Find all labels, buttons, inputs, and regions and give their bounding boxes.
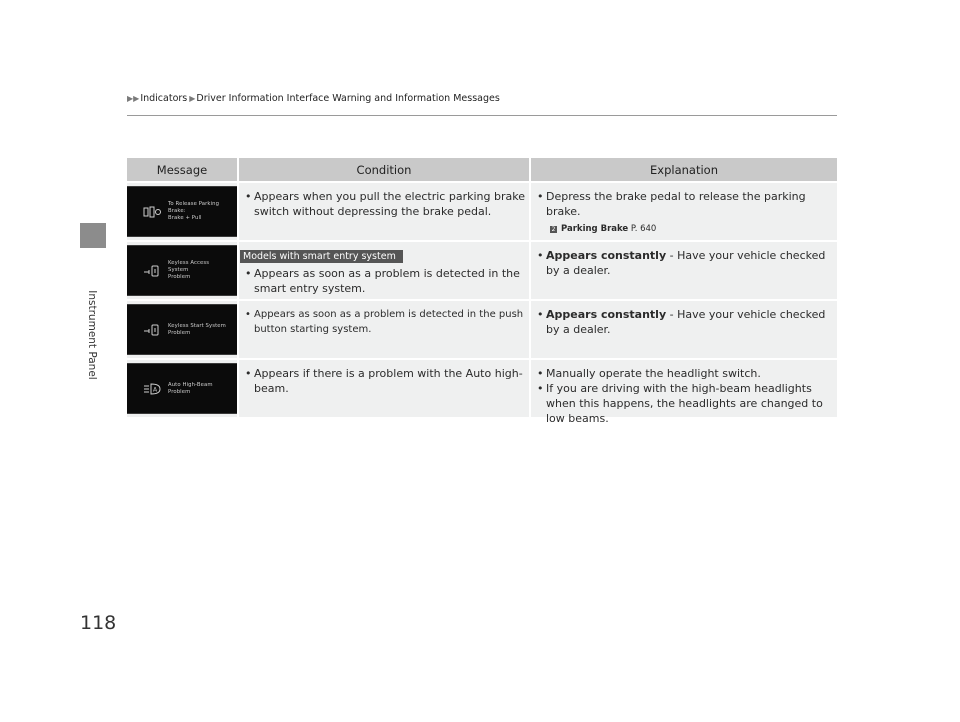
explanation-text: Depress the brake pedal to release the parking brake. <box>546 190 806 218</box>
condition-cell <box>237 301 529 358</box>
table-row <box>127 183 837 240</box>
key-fob-icon <box>143 323 161 337</box>
reference-page[interactable]: P. 640 <box>630 224 657 234</box>
display-text <box>168 260 231 281</box>
condition-text: Appears as soon as a problem is detected in the push button starting system. <box>254 309 524 335</box>
section-label: Instrument Panel <box>86 290 98 380</box>
list-item <box>245 366 525 396</box>
column-header-explanation: Explanation <box>529 158 837 181</box>
reference-label[interactable]: Parking Brake <box>561 224 629 234</box>
key-fob-icon <box>143 264 161 278</box>
message-cell <box>127 360 237 417</box>
messages-table <box>127 158 837 425</box>
svg-text:A: A <box>153 386 158 393</box>
condition-text: Appears when you pull the electric parking brake switch without depressing the brake pedal. <box>254 190 525 218</box>
display-line-1: Keyless Access System <box>168 260 210 273</box>
header-divider <box>127 115 837 116</box>
bullet-icon: • <box>537 382 544 395</box>
display-text <box>168 382 231 396</box>
breadcrumb-item-indicators[interactable]: Indicators <box>140 93 188 104</box>
explanation-cell <box>529 301 837 358</box>
bullet-icon: • <box>537 190 544 203</box>
cross-reference[interactable] <box>550 222 833 237</box>
breadcrumb-arrow-icon: ▶▶ <box>127 94 140 103</box>
condition-cell <box>237 242 529 299</box>
display-screen <box>127 363 237 414</box>
display-line-2: Brake + Pull <box>168 215 202 221</box>
list-item <box>245 266 525 296</box>
list-item <box>537 381 833 426</box>
display-line-1: Auto High-Beam Problem <box>168 381 213 395</box>
emphasis-text: Appears constantly <box>546 249 667 262</box>
table-row <box>127 242 837 299</box>
explanation-cell <box>529 242 837 299</box>
explanation-text <box>546 248 833 278</box>
list-item <box>537 307 833 337</box>
breadcrumb-arrow-icon: ▶ <box>189 94 196 103</box>
display-text <box>168 323 226 337</box>
display-line-2: Problem <box>168 329 191 336</box>
page-number: 118 <box>80 612 117 634</box>
list-item <box>537 248 833 278</box>
bullet-icon: • <box>245 367 252 380</box>
condition-cell <box>237 183 529 240</box>
explanation-cell <box>529 183 837 240</box>
display-text <box>168 201 231 222</box>
auto-high-beam-icon <box>143 382 161 396</box>
message-cell <box>127 242 237 299</box>
emphasis-text: Appears constantly <box>546 308 667 321</box>
display-line-1: To Release Parking Brake: <box>168 201 220 214</box>
explanation-cell <box>529 360 837 425</box>
explanation-text: If you are driving with the high-beam headlights when this happens, the headlights are changed to low beams. <box>546 382 823 425</box>
list-item <box>537 189 833 219</box>
bullet-icon: • <box>245 267 252 280</box>
bullet-icon: • <box>537 249 544 262</box>
message-cell <box>127 183 237 240</box>
parking-brake-icon <box>143 205 161 219</box>
bullet-icon: • <box>537 308 544 321</box>
bullet-icon: • <box>245 190 252 203</box>
table-row <box>127 301 837 358</box>
display-line-1: Keyless Start System <box>168 322 226 329</box>
condition-text: Appears as soon as a problem is detected in the smart entry system. <box>254 267 520 295</box>
list-item <box>245 189 525 219</box>
explanation-text: Manually operate the headlight switch. <box>546 367 761 380</box>
display-screen <box>127 186 237 237</box>
condition-text: Appears if there is a problem with the Auto high-beam. <box>254 367 523 395</box>
display-screen <box>127 304 237 355</box>
display-line-2: Problem <box>168 274 191 280</box>
list-item <box>537 366 833 381</box>
explanation-detail: - Have your vehicle checked by a dealer. <box>546 249 826 277</box>
condition-cell <box>237 360 529 417</box>
bullet-icon: • <box>245 309 251 320</box>
list-item <box>245 307 525 337</box>
column-header-message: Message <box>156 162 208 177</box>
column-header-condition: Condition <box>237 158 529 181</box>
model-badge: Models with smart entry system <box>240 250 403 263</box>
breadcrumb <box>127 93 500 104</box>
message-cell <box>127 301 237 358</box>
table-row <box>127 360 837 425</box>
section-tab <box>80 223 106 248</box>
table-header <box>127 158 837 181</box>
bullet-icon: • <box>537 367 544 380</box>
reference-arrow-icon: 2 <box>551 226 556 233</box>
explanation-detail: - Have your vehicle checked by a dealer. <box>546 308 826 336</box>
explanation-text <box>546 307 833 337</box>
breadcrumb-item-current: Driver Information Interface Warning and Information Messages <box>196 93 500 104</box>
display-screen <box>127 245 237 296</box>
